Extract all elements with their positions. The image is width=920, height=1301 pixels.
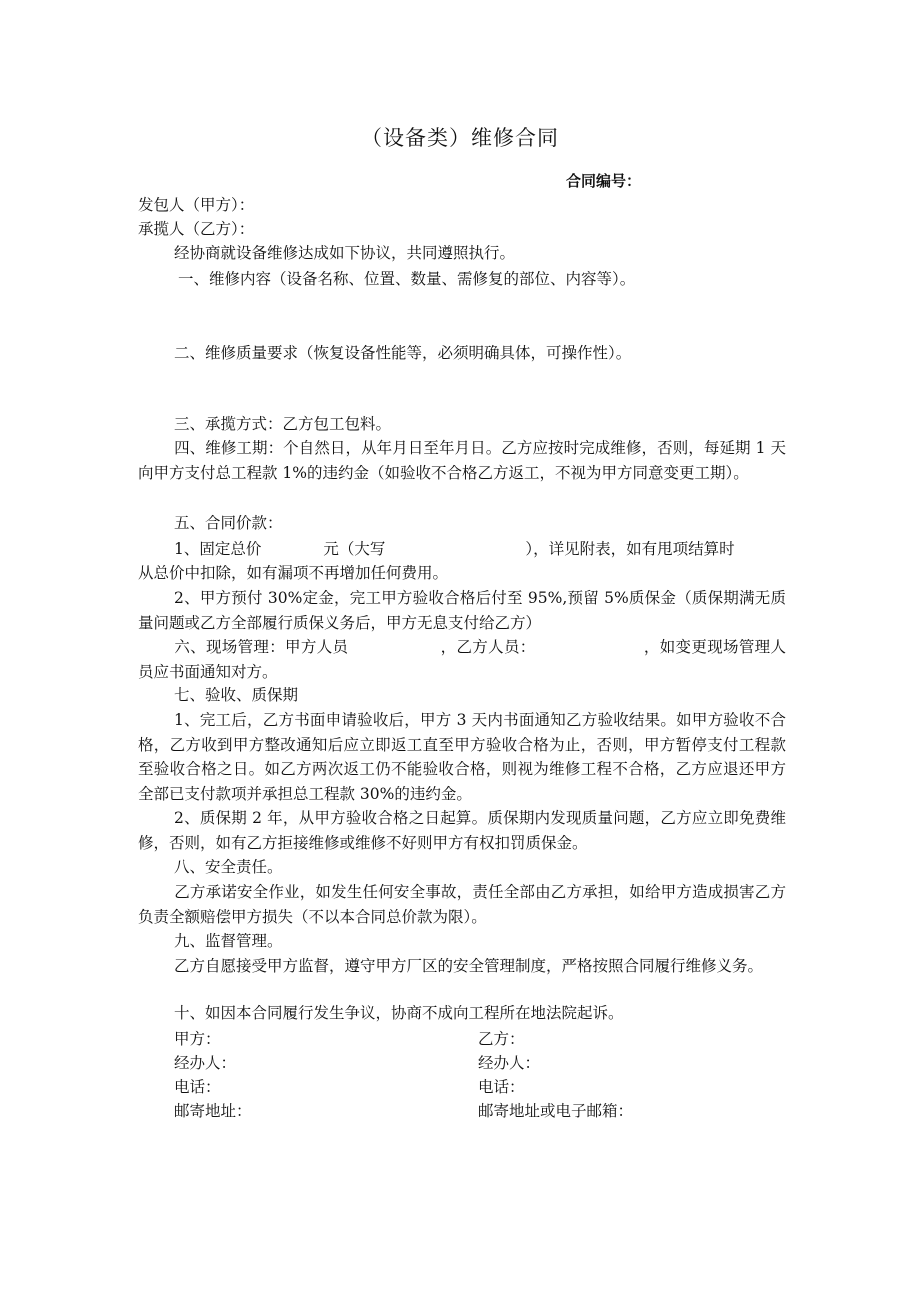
page-title: （设备类）维修合同 <box>361 126 559 150</box>
section-7-2-text: 2、质保期 2 年，从甲方验收合格之日起算。质保期内发现质量问题，乙方应立即免费维修，否则，如有乙方拒接维修或维修不好则甲方有权扣罚质保金。 <box>138 809 786 852</box>
section-7-1 <box>138 708 786 806</box>
section-4-text: 四、维修工期：个自然日，从年月日至年月日。乙方应按时完成维修，否则，每延期 1 天向甲方支付总工程款 1%的违约金（如验收不合格乙方返工，不视为甲方同意变更工期）。 <box>138 439 786 482</box>
section-10: 十、如因本合同履行发生争议，协商不成向工程所在地法院起诉。 <box>174 1004 624 1022</box>
sign-address-b: 邮寄地址或电子邮箱： <box>478 1102 634 1120</box>
section-3: 三、承揽方式：乙方包工包料。 <box>174 415 392 433</box>
section-8-body-text: 乙方承诺安全作业，如发生任何安全事故，责任全部由乙方承担，如给甲方造成损害乙方负责全额赔偿甲方损失（不以本合同总价款为限）。 <box>138 883 786 926</box>
section-1: 一、维修内容（设备名称、位置、数量、需修复的部位、内容等）。 <box>178 270 636 288</box>
section-5-1-line <box>174 538 735 560</box>
sign-party-a: 甲方： <box>174 1030 221 1048</box>
section-9-body <box>138 954 786 979</box>
section-8-body <box>138 880 786 929</box>
amount-uppercase-label: 元（大写 <box>323 540 386 558</box>
section-5-1-cont: 从总价中扣除，如有漏项不再增加任何费用。 <box>138 564 449 582</box>
section-7-2 <box>138 806 786 855</box>
site-party-a-label: 六、现场管理：甲方人员 <box>174 638 349 656</box>
section-9-body-text: 乙方自愿接受甲方监督，遵守甲方厂区的安全管理制度，严格按照合同履行维修义务。 <box>174 957 764 975</box>
sign-party-b: 乙方： <box>478 1030 525 1048</box>
section-5: 五、合同价款： <box>174 514 283 532</box>
intro-text: 经协商就设备维修达成如下协议，共同遵照执行。 <box>174 244 516 262</box>
section-6 <box>138 635 786 684</box>
site-party-b-label: ，乙方人员： <box>440 638 536 656</box>
fixed-price-label: 1、固定总价 <box>174 540 262 558</box>
contract-number-label: 合同编号： <box>566 172 642 190</box>
party-b-label: 承揽人（乙方）： <box>138 220 255 238</box>
sign-phone-b: 电话： <box>478 1078 525 1096</box>
sign-agent-a: 经办人： <box>174 1054 237 1072</box>
section-9: 九、监督管理。 <box>174 932 283 950</box>
sign-phone-a: 电话： <box>174 1078 221 1096</box>
site-change-note: ，如变更现场管理人员应书面通知对方。 <box>138 638 786 681</box>
section-7-1-text: 1、完工后，乙方书面申请验收后，甲方 3 天内书面通知乙方验收结果。如甲方验收不合格，乙方收到甲方整改通知后应立即返工直至甲方验收合格为止，否则，甲方暂停支付工程款至验收合格之日。如乙方两次返工仍不能验收合格，则视为维修工程不合格，乙方应退还甲方全部已支付款项并承担总工程款 30%的违约金。 <box>138 711 786 803</box>
section-5-2 <box>138 586 786 635</box>
attachment-note: ），详见附表，如有甩项结算时 <box>525 540 735 558</box>
party-a-label: 发包人（甲方）： <box>138 196 255 214</box>
section-4 <box>138 436 786 485</box>
sign-agent-b: 经办人： <box>478 1054 541 1072</box>
section-7: 七、验收、质保期 <box>174 686 299 704</box>
section-5-2-text: 2、甲方预付 30%定金，完工甲方验收合格后付至 95%,预留 5%质保金（质保期满无质量问题或乙方全部履行质保义务后，甲方无息支付给乙方） <box>138 589 786 632</box>
sign-address-a: 邮寄地址： <box>174 1102 252 1120</box>
section-2: 二、维修质量要求（恢复设备性能等，必须明确具体，可操作性）。 <box>174 344 632 362</box>
section-8: 八、安全责任。 <box>174 858 283 876</box>
